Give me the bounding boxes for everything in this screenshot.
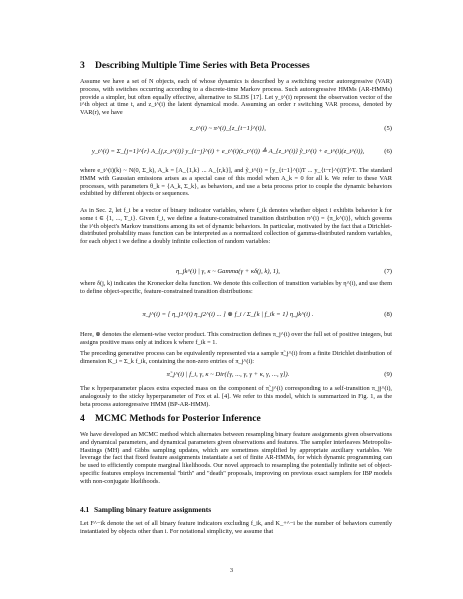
section-3-paragraph-6 [80,350,392,366]
equation-expression: π̃_j^(i) | f_i, γ, κ ~ Dir([γ, ..., γ, γ + κ, γ, ..., γ]). [166,371,290,378]
page-number: 3 [229,567,234,574]
equation-5 [80,125,392,133]
section-3-paragraph-7 [80,385,392,408]
subsection-number: 4.1 [80,505,90,514]
subsection-4-1-paragraph [80,520,392,536]
subsection-title: Sampling binary feature assignments [94,505,212,514]
equation-number: (5) [384,125,392,132]
subsection-4-1-heading [80,505,392,515]
section-3-paragraph-2 [80,167,392,198]
equation-expression: z_t^(i) ~ π^(i)_{z_{t−1}^(i)}, [190,125,266,132]
equation-7 [80,268,392,276]
section-number: 3 [80,60,85,71]
equation-6 [80,148,392,156]
equation-number: (9) [384,371,392,378]
paragraph: The preceding generative process can be equivalently represented via a sample π̃_j^(i) from a finite Dirichlet distribution of dimension K_i = Σ_k f_ik, containing the non-zero entries of π_j^(i): [80,350,392,365]
equation-number: (8) [384,311,392,318]
section-4-paragraph-1 [80,431,392,485]
paragraph: where e_t^(i)(k) ~ N(0, Σ_k), A_k = [A_{1,k} ... A_{r,k}], and ỹ_t^(i) = [y_{t−1}^(i)T ... y_{t−r}^(i)T]^T. The standard HMM with Gaussian emissions arises as a special case of this model when A_k = 0 for all k. We refer to these VAR processes, with parameters θ_k = {A_k, Σ_k}, as behaviors, and use a beta process prior to couple the dynamic behaviors exhibited by different objects or sequences. [80,167,392,198]
section-title: Describing Multiple Time Series with Beta Processes [95,60,310,71]
paragraph: where δ(j, k) indicates the Kronecker delta function. We denote this collection of transition variables by η^(i), and use them to define object-specific, feature-constrained transition distributions: [80,280,392,295]
equation-number: (6) [384,148,392,155]
paragraph: As in Sec. 2, let f_i be a vector of binary indicator variables, where f_ik denotes whether object i exhibits behavior k for some t ∈ {1, ..., T_i}. Given f_i, we define a feature-constrained transition distribution π^(i) = {π_k^(i)}, which governs the i^th object's Markov transitions among its set of dynamic behaviors. In particular, motivated by the fact that a Dirichlet-distributed probability mass function can be interpreted as a normalized collection of gamma-distributed random variables, for each object i we define a doubly infinite collection of random variables: [80,207,392,245]
equation-expression: y_t^(i) = Σ_{j=1}^{r} A_{j,z_t^(i)} y_{t−j}^(i) + e_t^(i)(z_t^(i)) ≜ A_{z_t^(i)} ỹ_t^(i) + e_t^(i)(z_t^(i)), [91,148,365,155]
section-3-paragraph-3 [80,207,392,246]
paragraph: We have developed an MCMC method which alternates between resampling binary feature assignments given observations and dynamical parameters, and dynamical parameters given observations and features. The sampler interleaves Metropolis-Hastings (MH) and Gibbs sampling updates, which are sometimes simplified by appropriate auxiliary variables. We leverage the fact that fixed feature assignments instantiate a set of finite AR-HMMs, for which dynamic programming can be used to efficiently compute marginal likelihoods. Our novel approach to resampling the potentially infinite set of object-specific features employs incremental "birth" and "death" proposals, improving on previous exact samplers for IBP models with non-conjugate likelihoods. [80,431,392,485]
section-4-heading [80,413,392,425]
section-3-paragraph-5 [80,331,392,347]
equation-expression: η_jk^(i) | γ, κ ~ Gamma(γ + κδ(j, k), 1), [176,268,280,275]
section-3-heading [80,60,392,72]
paragraph: The κ hyperparameter places extra expected mass on the component of π̃_j^(i) corresponding to a self-transition π_jj^(i), analogously to the sticky hyperparameter of Fox et al. [4]. We refer to this model, which is summarized in Fig. 1, as the beta process autoregressive HMM (BP-AR-HMM). [80,385,392,408]
section-3-paragraph-1 [80,78,392,117]
paragraph: Here, ⊗ denotes the element-wise vector product. This construction defines π_j^(i) over the full set of positive integers, but assigns positive mass only at indices k where f_ik = 1. [80,331,392,346]
section-number: 4 [80,413,85,424]
equation-9 [80,371,392,379]
equation-number: (7) [384,268,392,275]
equation-expression: π_j^(i) = [ η_j1^(i) η_j2^(i) ... ] ⊗ f_i / Σ_{k | f_ik = 1} η_jk^(i) . [142,311,314,318]
equation-8 [80,311,392,319]
section-3-paragraph-4 [80,280,392,296]
paragraph: Let F^−ik denote the set of all binary feature indicators excluding f_ik, and K_+^−i be the number of behaviors currently instantiated by objects other than i. For notational simplicity, we assume that [80,520,392,535]
section-title: MCMC Methods for Posterior Inference [95,413,261,424]
paragraph: Assume we have a set of N objects, each of whose dynamics is described by a switching vector autoregressive (VAR) process, with switches occurring according to a discrete-time Markov process. Such autoregressive HMMs (AR-HMMs) provide a simpler, but often equally effective, alternative to SLDS [17]. Let y_t^(i) represent the observation vector of the i^th object at time t, and z_t^(i) the latent dynamical mode. Assuming an order r switching VAR process, denoted by VAR(r), we have [80,78,392,116]
